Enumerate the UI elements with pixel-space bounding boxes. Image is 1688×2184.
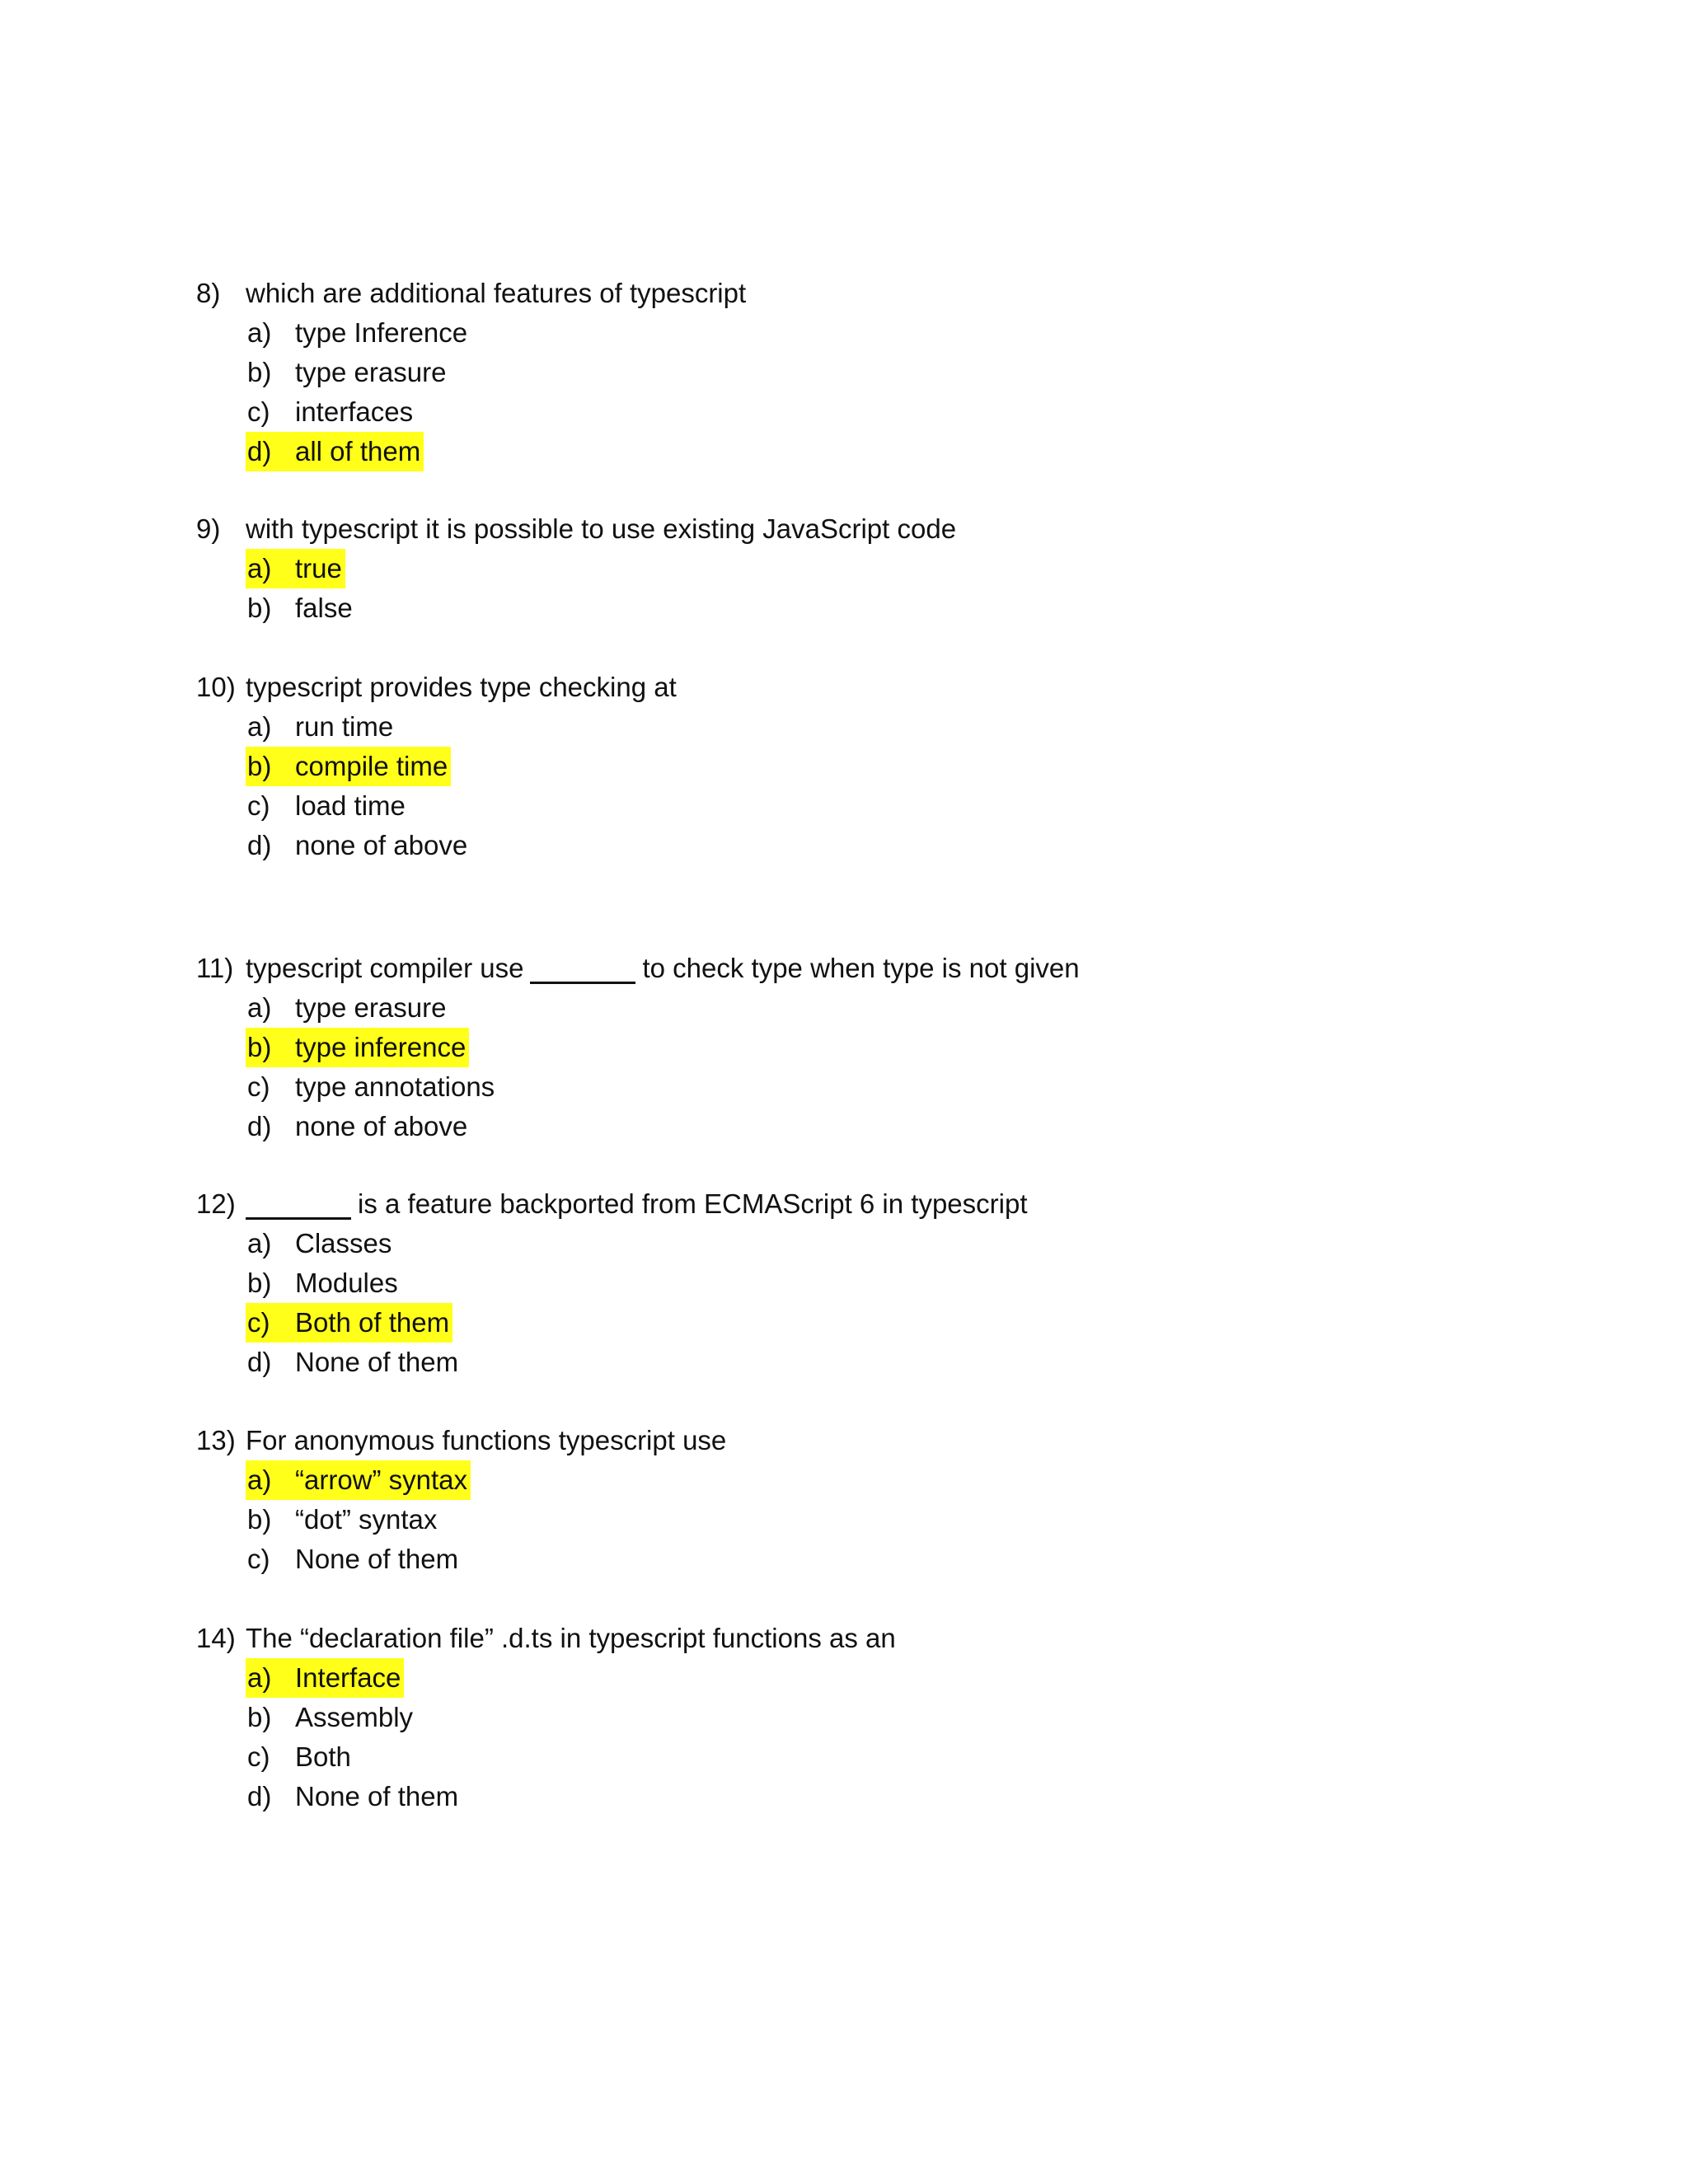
question-text: with typescript it is possible to use existing JavaScript code xyxy=(246,513,957,544)
option-d xyxy=(246,1777,462,1816)
option-c xyxy=(246,1540,462,1579)
question-number: 12) xyxy=(196,1188,236,1219)
option-b xyxy=(246,588,356,628)
option-c xyxy=(246,786,409,826)
option-d xyxy=(246,826,471,865)
question-8 xyxy=(196,274,1432,471)
option-b xyxy=(246,353,449,392)
question-12 xyxy=(196,1184,1432,1382)
option-letter: c) xyxy=(247,1544,270,1574)
question-line xyxy=(196,1184,1432,1224)
question-number: 10) xyxy=(196,672,236,702)
question-line xyxy=(196,1619,1432,1658)
option-letter: a) xyxy=(247,1465,272,1495)
question-text: which are additional features of typescript xyxy=(246,278,747,308)
question-line xyxy=(196,274,1432,313)
option-a xyxy=(246,1224,395,1263)
question-13 xyxy=(196,1421,1432,1579)
question-text xyxy=(246,1184,1028,1224)
option-letter: b) xyxy=(247,1702,272,1732)
option-letter: d) xyxy=(247,830,272,860)
option-c xyxy=(246,1067,498,1107)
question-number: 14) xyxy=(196,1623,236,1653)
option-text: none of above xyxy=(295,830,468,860)
question-text: For anonymous functions typescript use xyxy=(246,1425,727,1455)
option-letter: d) xyxy=(247,1347,272,1377)
option-text: interfaces xyxy=(295,396,414,427)
option-text: Interface xyxy=(295,1662,401,1693)
question-10 xyxy=(196,668,1432,865)
options-list xyxy=(246,1658,1432,1816)
question-14 xyxy=(196,1619,1432,1816)
option-a xyxy=(246,313,471,353)
options-list xyxy=(246,1460,1432,1579)
option-letter: d) xyxy=(247,1111,272,1141)
option-letter: c) xyxy=(247,1307,270,1338)
question-text-after: to check type when type is not given xyxy=(642,953,1080,983)
option-text: all of them xyxy=(295,436,421,466)
option-b xyxy=(246,1263,401,1303)
option-letter: a) xyxy=(247,1662,272,1693)
option-text: None of them xyxy=(295,1544,459,1574)
option-text: “dot” syntax xyxy=(295,1504,438,1535)
option-a xyxy=(246,707,396,747)
option-letter: c) xyxy=(247,790,270,821)
option-d xyxy=(246,1107,471,1146)
question-number: 13) xyxy=(196,1425,236,1455)
option-b xyxy=(246,747,451,786)
options-list xyxy=(246,707,1432,865)
question-number: 9) xyxy=(196,513,221,544)
option-text: load time xyxy=(295,790,406,821)
option-text: Classes xyxy=(295,1228,392,1258)
option-text: Modules xyxy=(295,1268,398,1298)
option-a xyxy=(246,1658,404,1698)
option-letter: b) xyxy=(247,1032,272,1062)
question-text-before: typescript compiler use xyxy=(246,953,524,983)
question-text xyxy=(246,949,1080,988)
option-text: none of above xyxy=(295,1111,468,1141)
option-letter: d) xyxy=(247,436,272,466)
question-text: typescript provides type checking at xyxy=(246,672,677,702)
option-text: type erasure xyxy=(295,357,447,387)
option-letter: b) xyxy=(247,751,272,781)
option-letter: b) xyxy=(247,1504,272,1535)
option-text: type inference xyxy=(295,1032,467,1062)
option-c xyxy=(246,1303,452,1343)
options-list xyxy=(246,1224,1432,1382)
option-text: false xyxy=(295,593,353,623)
question-line xyxy=(196,509,1432,549)
question-line xyxy=(196,949,1432,988)
options-list xyxy=(246,549,1432,628)
option-letter: c) xyxy=(247,396,270,427)
option-text: type erasure xyxy=(295,992,447,1023)
option-a xyxy=(246,1460,471,1500)
question-number: 8) xyxy=(196,278,221,308)
options-list xyxy=(246,313,1432,471)
option-a xyxy=(246,549,345,588)
option-text: Both of them xyxy=(295,1307,450,1338)
fill-in-blank xyxy=(530,954,635,984)
options-list xyxy=(246,988,1432,1146)
option-text: Assembly xyxy=(295,1702,414,1732)
option-text: type annotations xyxy=(295,1071,495,1102)
option-letter: d) xyxy=(247,1781,272,1811)
question-text-after: is a feature backported from ECMAScript 6 in typescript xyxy=(358,1188,1028,1219)
option-letter: b) xyxy=(247,593,272,623)
question-9 xyxy=(196,509,1432,628)
question-11 xyxy=(196,949,1432,1146)
option-text: true xyxy=(295,553,342,583)
question-text: The “declaration file” .d.ts in typescript functions as an xyxy=(246,1623,896,1653)
option-letter: b) xyxy=(247,357,272,387)
question-line xyxy=(196,668,1432,707)
option-text: “arrow” syntax xyxy=(295,1465,468,1495)
option-letter: c) xyxy=(247,1071,270,1102)
fill-in-blank xyxy=(246,1189,351,1220)
question-line xyxy=(196,1421,1432,1460)
option-a xyxy=(246,988,449,1028)
option-c xyxy=(246,392,416,432)
option-b xyxy=(246,1500,440,1540)
option-b xyxy=(246,1028,469,1067)
option-letter: a) xyxy=(247,317,272,348)
option-text: compile time xyxy=(295,751,448,781)
option-letter: a) xyxy=(247,1228,272,1258)
option-letter: b) xyxy=(247,1268,272,1298)
option-c xyxy=(246,1737,354,1777)
option-text: None of them xyxy=(295,1781,459,1811)
option-letter: a) xyxy=(247,711,272,742)
option-letter: c) xyxy=(247,1741,270,1772)
option-text: type Inference xyxy=(295,317,468,348)
option-b xyxy=(246,1698,416,1737)
option-letter: a) xyxy=(247,553,272,583)
option-text: run time xyxy=(295,711,394,742)
question-number: 11) xyxy=(196,953,234,983)
option-text: Both xyxy=(295,1741,351,1772)
option-letter: a) xyxy=(247,992,272,1023)
option-text: None of them xyxy=(295,1347,459,1377)
option-d xyxy=(246,1343,462,1382)
option-d xyxy=(246,432,424,471)
